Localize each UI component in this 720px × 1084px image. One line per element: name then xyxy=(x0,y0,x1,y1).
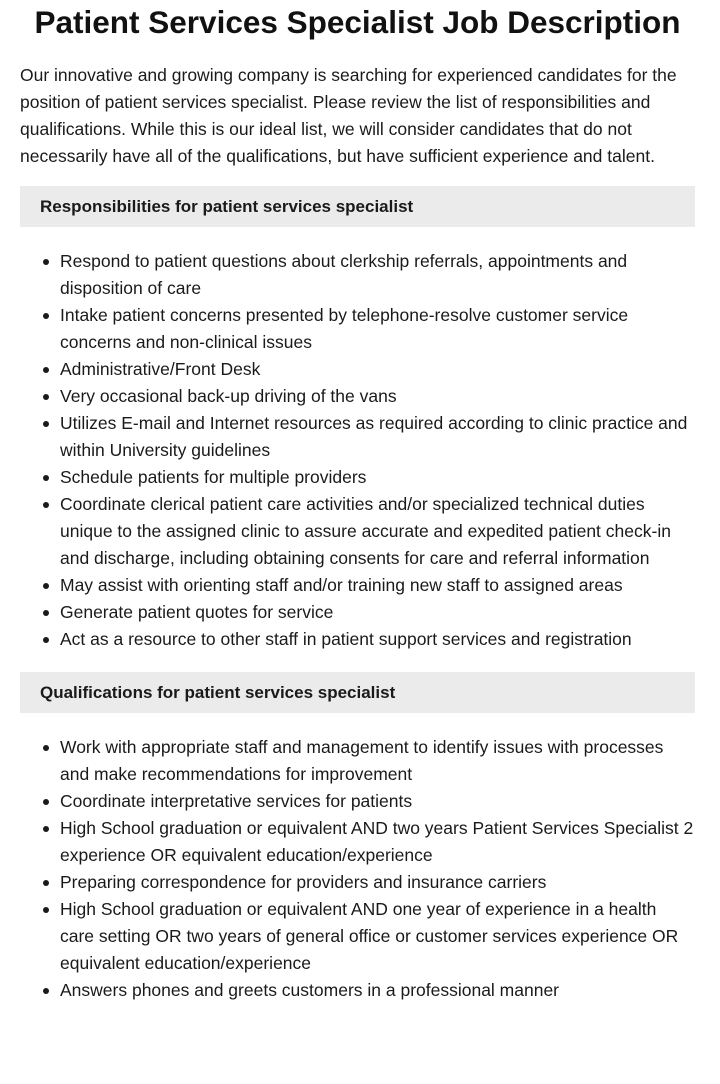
list-item: Coordinate clerical patient care activities and/or specialized technical duties unique to the assigned clinic to assure accurate and expedited patient check-in and discharge, including obtaining consents for care and referral information xyxy=(60,491,695,572)
list-item: Act as a resource to other staff in patient support services and registration xyxy=(60,626,695,653)
list-item: Answers phones and greets customers in a professional manner xyxy=(60,977,695,1004)
list-item: Utilizes E-mail and Internet resources as required according to clinic practice and within University guidelines xyxy=(60,410,695,464)
list-item: Preparing correspondence for providers and insurance carriers xyxy=(60,869,695,896)
list-item: Respond to patient questions about clerkship referrals, appointments and disposition of care xyxy=(60,248,695,302)
list-item: Very occasional back-up driving of the vans xyxy=(60,383,695,410)
qualifications-heading: Qualifications for patient services specialist xyxy=(20,672,695,713)
list-item: May assist with orienting staff and/or training new staff to assigned areas xyxy=(60,572,695,599)
responsibilities-heading: Responsibilities for patient services specialist xyxy=(20,186,695,227)
list-item: Work with appropriate staff and management to identify issues with processes and make recommendations for improvement xyxy=(60,734,695,788)
list-item: High School graduation or equivalent AND one year of experience in a health care setting OR two years of general office or customer services experience OR equivalent education/experience xyxy=(60,896,695,977)
list-item: Coordinate interpretative services for patients xyxy=(60,788,695,815)
list-item: Intake patient concerns presented by telephone-resolve customer service concerns and non-clinical issues xyxy=(60,302,695,356)
list-item: Generate patient quotes for service xyxy=(60,599,695,626)
list-item: Schedule patients for multiple providers xyxy=(60,464,695,491)
page-title: Patient Services Specialist Job Description xyxy=(34,4,681,40)
qualifications-list xyxy=(20,734,695,1004)
responsibilities-list xyxy=(20,248,695,653)
list-item: Administrative/Front Desk xyxy=(60,356,695,383)
list-item: High School graduation or equivalent AND two years Patient Services Specialist 2 experience OR equivalent education/experience xyxy=(60,815,695,869)
intro-paragraph: Our innovative and growing company is searching for experienced candidates for the position of patient services specialist. Please review the list of responsibilities and qualifications. While this is our ideal list, we will consider candidates that do not necessarily have all of the qualifications, but have sufficient experience and talent. xyxy=(20,65,677,166)
